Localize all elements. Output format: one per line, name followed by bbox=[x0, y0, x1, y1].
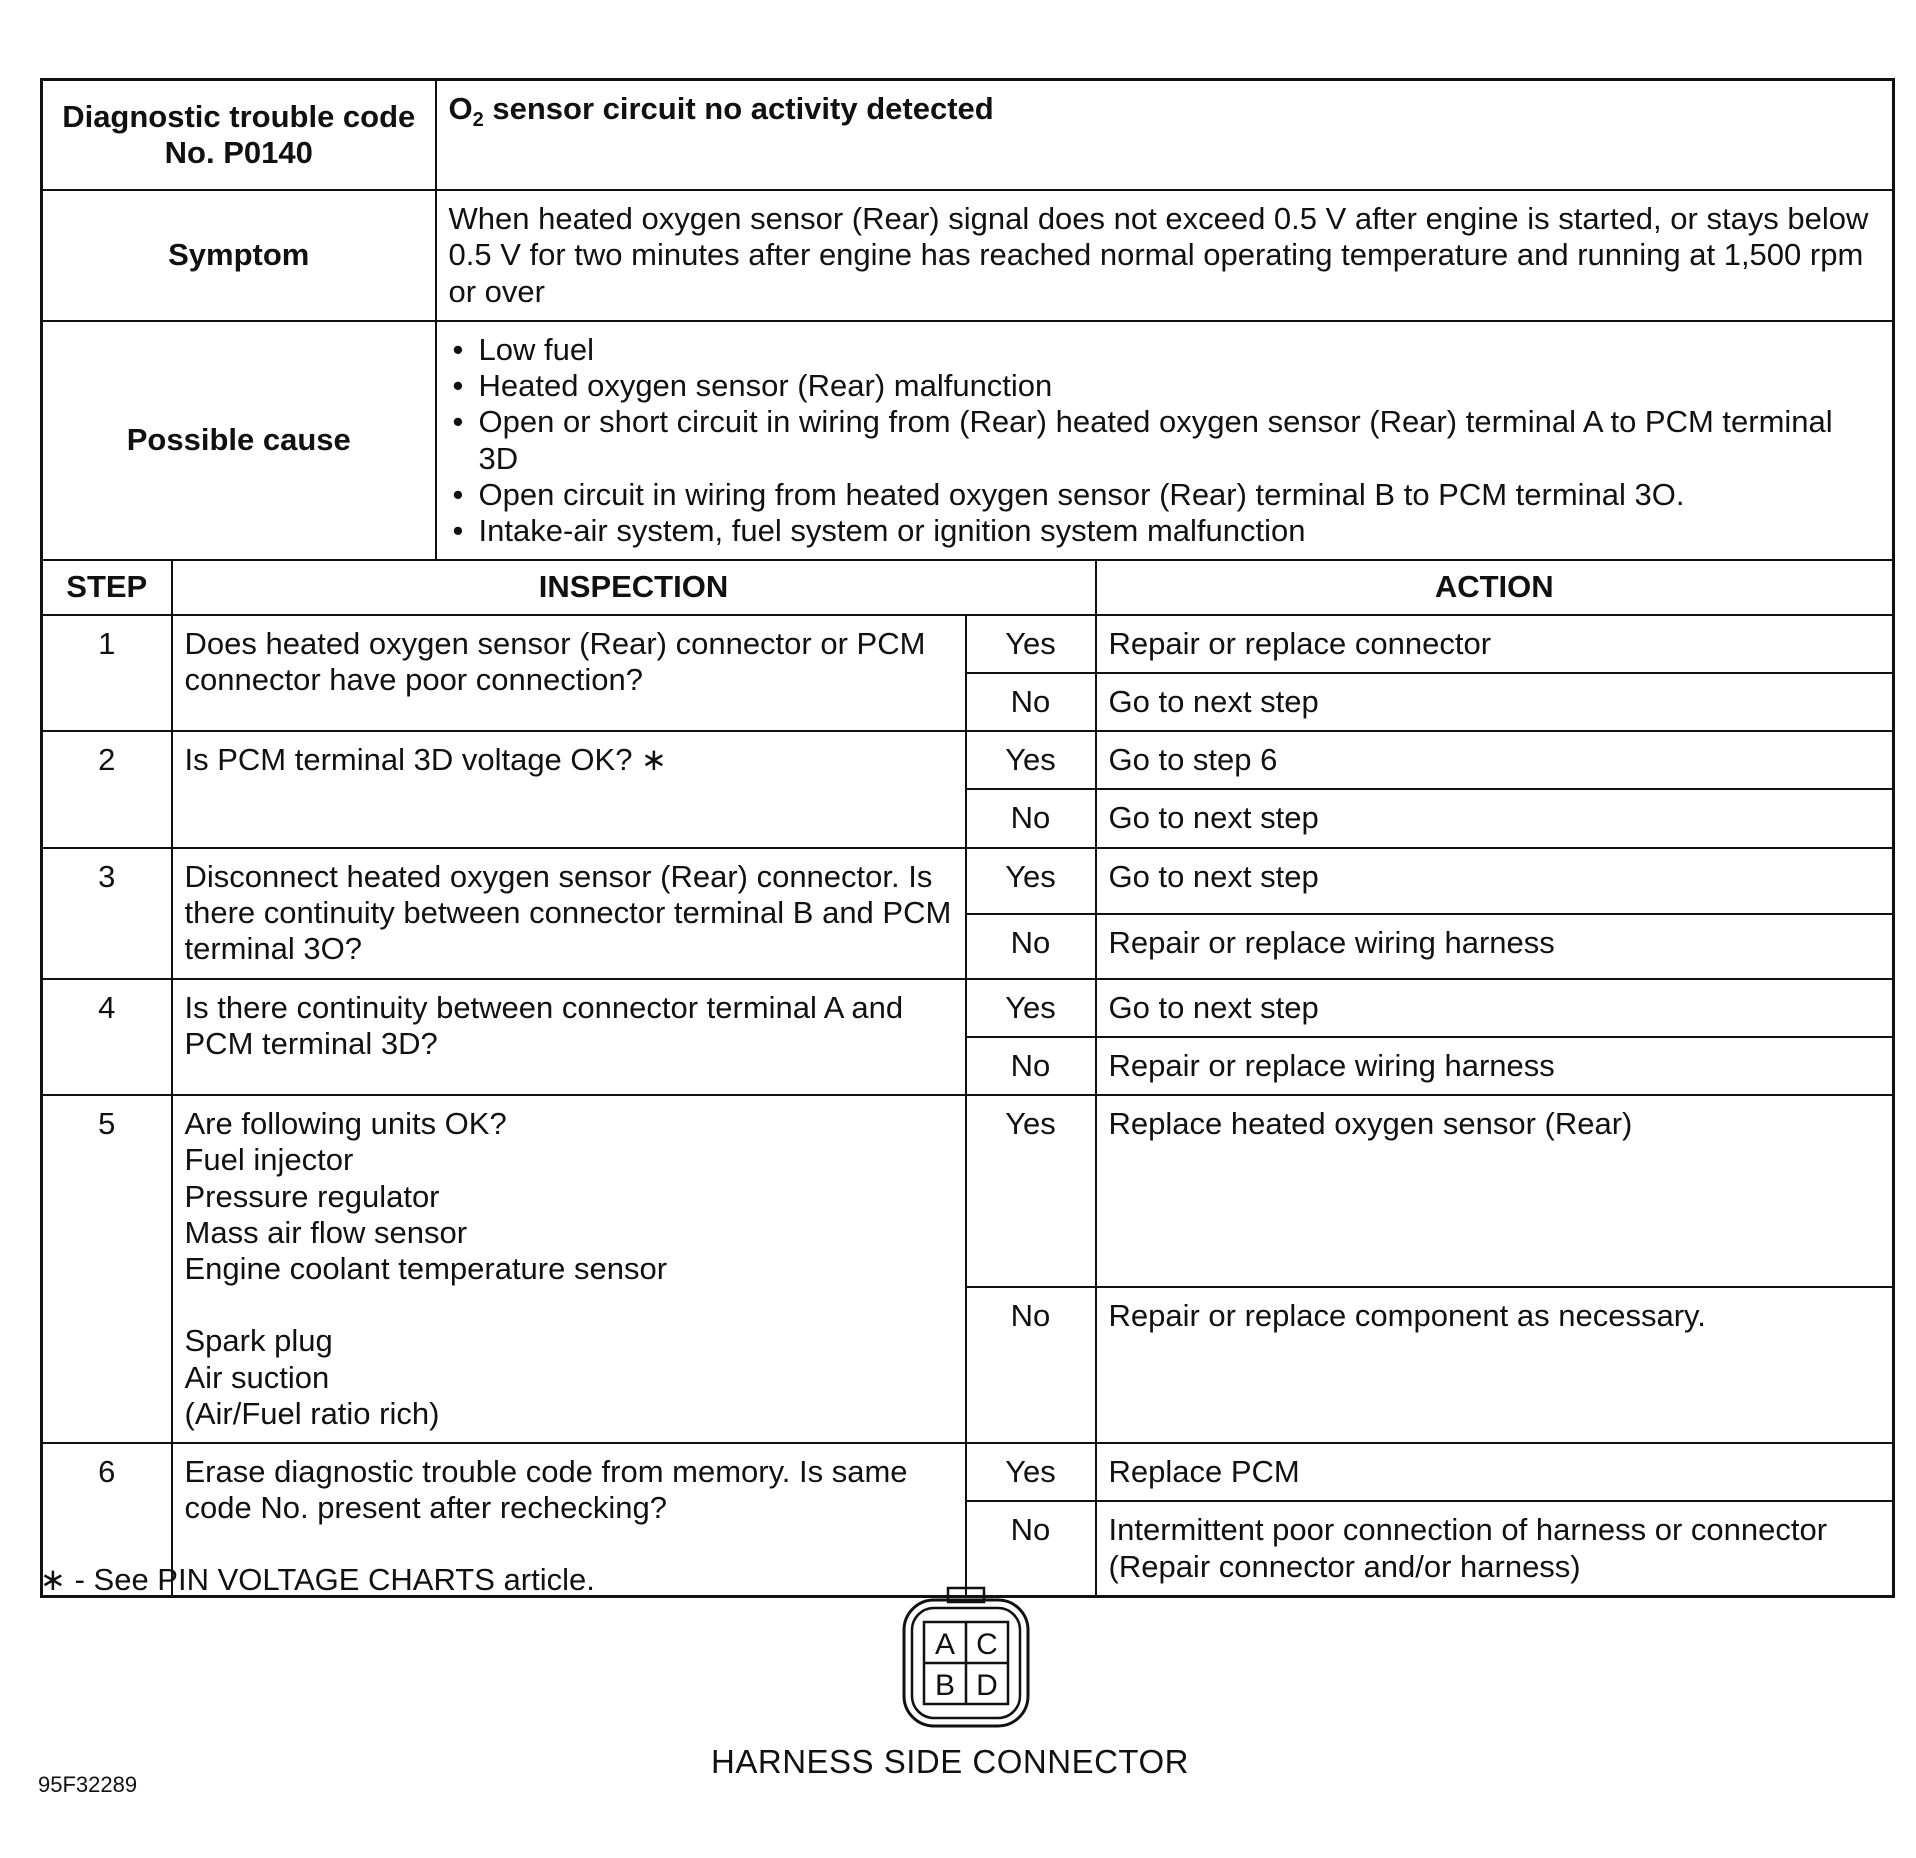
step-row bbox=[42, 979, 1894, 1037]
yes-label: Yes bbox=[966, 848, 1096, 914]
step-inspection bbox=[172, 1095, 966, 1443]
pin-label: B bbox=[934, 1669, 956, 1702]
symptom-text: When heated oxygen sensor (Rear) signal does not exceed 0.5 V after engine is started, or stays below 0.5 V for two minutes after engine has reached normal operating temperature and running at 1,500 rpm or over bbox=[436, 190, 1894, 321]
step-row bbox=[42, 615, 1894, 673]
no-label: No bbox=[966, 1287, 1096, 1443]
pin-label: D bbox=[976, 1669, 998, 1702]
pin-label: A bbox=[934, 1628, 956, 1661]
no-action: Intermittent poor connection of harness or connector (Repair connector and/or harness) bbox=[1096, 1501, 1894, 1596]
inspection-line: Engine coolant temperature sensor bbox=[184, 1251, 668, 1287]
no-label: No bbox=[966, 914, 1096, 979]
step-number: 6 bbox=[42, 1443, 172, 1596]
harness-connector-icon bbox=[900, 1586, 1032, 1730]
no-label: No bbox=[966, 789, 1096, 847]
column-inspection: INSPECTION bbox=[172, 560, 1096, 614]
column-step: STEP bbox=[42, 560, 172, 614]
no-action: Repair or replace component as necessary. bbox=[1096, 1287, 1894, 1443]
cause-list-cell bbox=[436, 321, 1894, 561]
cause-item: • Heated oxygen sensor (Rear) malfunction bbox=[449, 368, 1881, 404]
step-number: 5 bbox=[42, 1095, 172, 1443]
yes-action: Repair or replace connector bbox=[1096, 615, 1894, 673]
yes-label: Yes bbox=[966, 731, 1096, 789]
cause-item: • Intake-air system, fuel system or ignition system malfunction bbox=[449, 513, 1881, 549]
dtc-title-sub: 2 bbox=[472, 109, 484, 132]
dtc-title-post: sensor circuit no activity detected bbox=[483, 91, 994, 126]
step-inspection: Does heated oxygen sensor (Rear) connector or PCM connector have poor connection? bbox=[172, 615, 966, 732]
cause-row bbox=[42, 321, 1894, 561]
step-row bbox=[42, 1095, 1894, 1287]
dtc-title bbox=[436, 80, 1894, 191]
inspection-line: Air suction bbox=[184, 1359, 330, 1395]
step-row bbox=[42, 848, 1894, 914]
inspection-line: Mass air flow sensor bbox=[184, 1214, 468, 1250]
cause-item: • Open circuit in wiring from heated oxygen sensor (Rear) terminal B to PCM terminal 3O. bbox=[449, 477, 1881, 513]
step-inspection: Is there continuity between connector terminal A and PCM terminal 3D? bbox=[172, 979, 966, 1096]
inspection-line: (Air/Fuel ratio rich) bbox=[184, 1395, 440, 1431]
yes-label: Yes bbox=[966, 1095, 1096, 1287]
cause-list bbox=[449, 332, 1881, 550]
cause-label: Possible cause bbox=[42, 321, 436, 561]
step-inspection: Disconnect heated oxygen sensor (Rear) connector. Is there continuity between connector terminal B and PCM terminal 3O? bbox=[172, 848, 966, 979]
yes-action: Go to next step bbox=[1096, 979, 1894, 1037]
dtc-row bbox=[42, 80, 1894, 191]
dtc-label: Diagnostic trouble code No. P0140 bbox=[42, 80, 436, 191]
figure-id: 95F32289 bbox=[38, 1772, 138, 1797]
step-number: 2 bbox=[42, 731, 172, 848]
inspection-line: Spark plug bbox=[184, 1323, 333, 1359]
cause-item: • Low fuel bbox=[449, 332, 1881, 368]
yes-label: Yes bbox=[966, 979, 1096, 1037]
inspection-line: Fuel injector bbox=[184, 1142, 354, 1178]
yes-action: Replace PCM bbox=[1096, 1443, 1894, 1501]
no-action: Repair or replace wiring harness bbox=[1096, 1037, 1894, 1095]
cause-item: • Open or short circuit in wiring from (Rear) heated oxygen sensor (Rear) terminal A to PCM terminal 3D bbox=[449, 404, 1881, 477]
step-inspection: Is PCM terminal 3D voltage OK? ∗ bbox=[172, 731, 966, 848]
no-action: Go to next step bbox=[1096, 673, 1894, 731]
yes-label: Yes bbox=[966, 615, 1096, 673]
step-number: 4 bbox=[42, 979, 172, 1096]
yes-action: Go to step 6 bbox=[1096, 731, 1894, 789]
diagnostic-table bbox=[40, 78, 1895, 1598]
footnote: ∗ - See PIN VOLTAGE CHARTS article. bbox=[40, 1562, 595, 1597]
step-number: 1 bbox=[42, 615, 172, 732]
no-label: No bbox=[966, 1501, 1096, 1596]
inspection-line: Pressure regulator bbox=[184, 1178, 440, 1214]
pin-label: C bbox=[976, 1628, 998, 1661]
yes-action: Replace heated oxygen sensor (Rear) bbox=[1096, 1095, 1894, 1287]
dtc-title-pre: O bbox=[448, 91, 473, 126]
no-action: Go to next step bbox=[1096, 789, 1894, 847]
inspection-gap bbox=[185, 1287, 953, 1323]
column-action: ACTION bbox=[1096, 560, 1894, 614]
symptom-label: Symptom bbox=[42, 190, 436, 321]
yes-label: Yes bbox=[966, 1443, 1096, 1501]
symptom-row bbox=[42, 190, 1894, 321]
yes-action: Go to next step bbox=[1096, 848, 1894, 914]
step-inspection: Erase diagnostic trouble code from memory. Is same code No. present after rechecking? bbox=[172, 1443, 966, 1596]
no-action: Repair or replace wiring harness bbox=[1096, 914, 1894, 979]
step-number: 3 bbox=[42, 848, 172, 979]
no-label: No bbox=[966, 1037, 1096, 1095]
no-label: No bbox=[966, 673, 1096, 731]
column-header-row bbox=[42, 560, 1894, 614]
inspection-line: Are following units OK? bbox=[184, 1106, 507, 1142]
step-row bbox=[42, 1443, 1894, 1501]
step-row bbox=[42, 731, 1894, 789]
connector-caption: HARNESS SIDE CONNECTOR bbox=[711, 1743, 1189, 1780]
